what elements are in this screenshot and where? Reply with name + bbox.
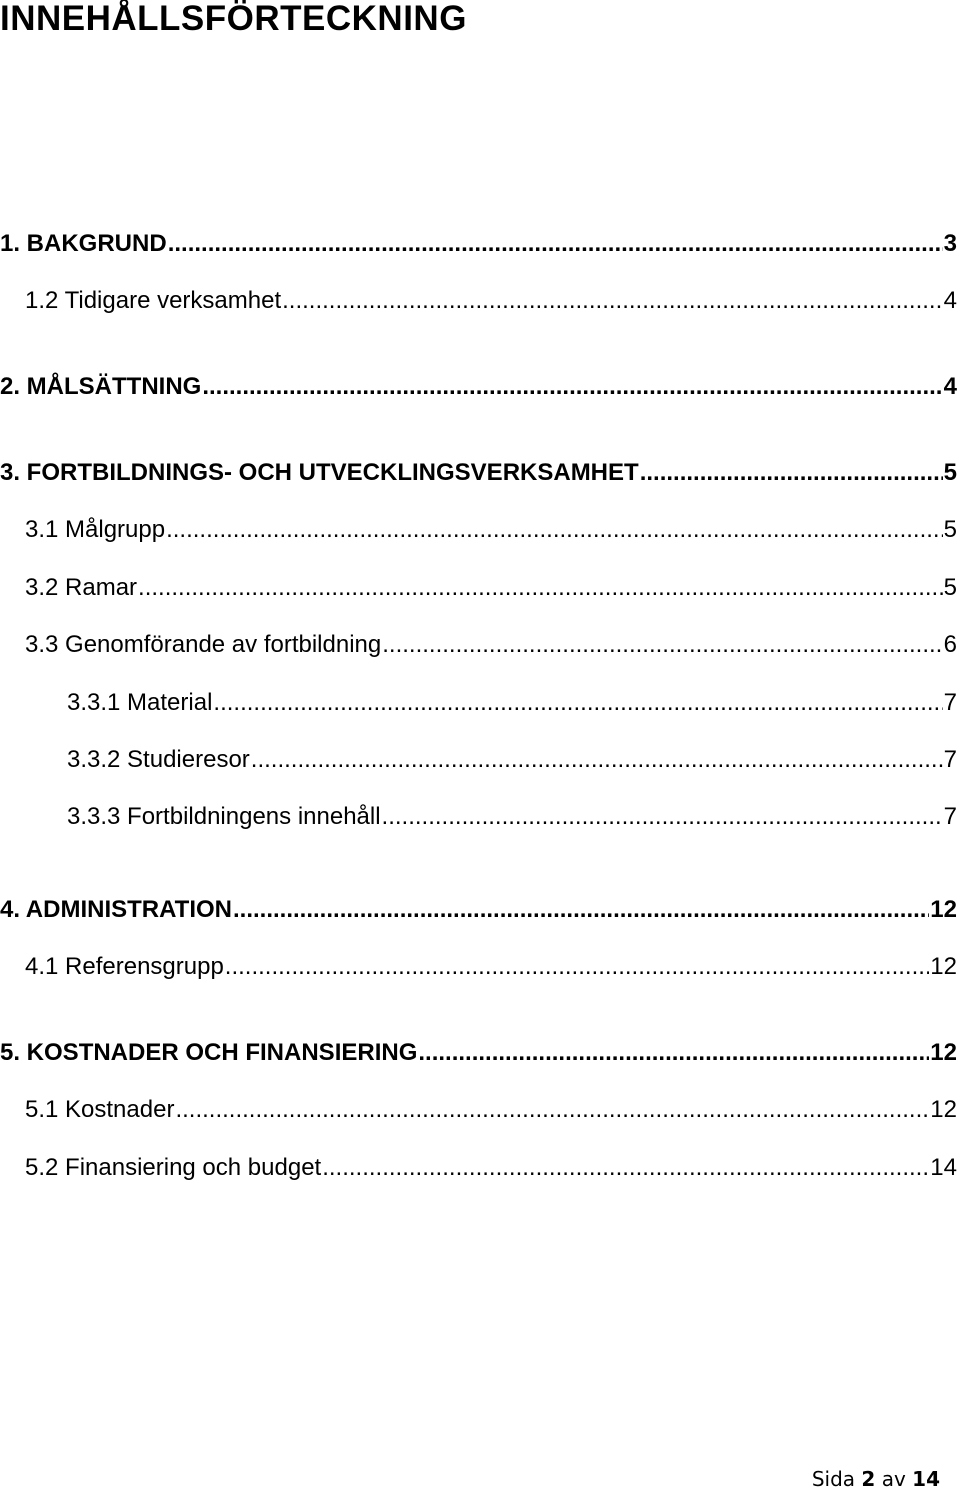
toc-entry-page: 5 <box>943 459 957 486</box>
toc-entry-label: 5. KOSTNADER OCH FINANSIERING <box>0 1039 418 1066</box>
toc-leader-dots <box>168 230 943 259</box>
toc-entry-page: 12 <box>930 953 957 980</box>
toc-entry[interactable] <box>25 516 957 545</box>
toc-entry-label: 5.1 Kostnader <box>25 1096 175 1123</box>
page-footer <box>812 1466 940 1492</box>
toc-leader-dots <box>233 896 929 925</box>
toc-entry-label: 3.3.2 Studieresor <box>67 746 250 773</box>
toc-entry[interactable] <box>67 803 957 832</box>
toc-entry-label: 5.2 Finansiering och budget <box>25 1154 322 1181</box>
toc-leader-dots <box>138 574 943 603</box>
toc-entry-page: 6 <box>943 631 957 658</box>
toc-entry-label: 3.2 Ramar <box>25 574 138 601</box>
toc-leader-dots <box>382 803 943 832</box>
toc-entry-page: 4 <box>943 373 957 400</box>
toc-leader-dots <box>202 373 942 402</box>
footer-of-word: av <box>881 1467 906 1491</box>
toc-entry[interactable] <box>0 373 957 402</box>
toc-leader-dots <box>640 459 943 488</box>
toc-leader-dots <box>382 631 942 660</box>
toc-entry-label: 3. FORTBILDNINGS- OCH UTVECKLINGSVERKSAMHET <box>0 459 639 486</box>
toc-entry-page: 5 <box>943 516 957 543</box>
toc-leader-dots <box>225 953 930 982</box>
toc-entry-label: 2. MÅLSÄTTNING <box>0 373 202 400</box>
toc-entry[interactable] <box>0 230 957 259</box>
toc-entry[interactable] <box>25 953 957 982</box>
toc-leader-dots <box>213 689 942 718</box>
page-title: INNEHÅLLSFÖRTECKNING <box>0 0 467 38</box>
toc-entry-page: 12 <box>930 896 957 923</box>
toc-entry-page: 7 <box>943 746 957 773</box>
toc-entry-page: 7 <box>943 689 957 716</box>
toc-entry-label: 1.2 Tidigare verksamhet <box>25 287 282 314</box>
footer-prefix: Sida <box>811 1467 856 1491</box>
toc-entry-page: 4 <box>943 287 957 314</box>
toc-leader-dots <box>175 1096 929 1125</box>
toc-entry[interactable] <box>0 1039 957 1068</box>
toc-entry-label: 3.1 Målgrupp <box>25 516 166 543</box>
toc-leader-dots <box>322 1154 929 1183</box>
toc-entry[interactable] <box>67 746 957 775</box>
toc-entry-label: 4.1 Referensgrupp <box>25 953 224 980</box>
toc-entry[interactable] <box>0 459 957 488</box>
toc-entry-page: 12 <box>930 1039 957 1066</box>
toc-entry-page: 12 <box>930 1096 957 1123</box>
toc-leader-dots <box>251 746 943 775</box>
toc-entry[interactable] <box>0 896 957 925</box>
toc-entry[interactable] <box>25 631 957 660</box>
toc-entry-label: 3.3.3 Fortbildningens innehåll <box>67 803 381 830</box>
toc-entry-page: 3 <box>943 230 957 257</box>
toc-leader-dots <box>282 287 943 316</box>
toc-entry[interactable] <box>25 287 957 316</box>
toc-leader-dots <box>418 1039 929 1068</box>
footer-current-page: 2 <box>861 1467 876 1491</box>
toc-entry-page: 7 <box>943 803 957 830</box>
toc-entry-label: 1. BAKGRUND <box>0 230 167 257</box>
toc-entry-label: 4. ADMINISTRATION <box>0 896 232 923</box>
toc-entry[interactable] <box>25 1096 957 1125</box>
toc-entry[interactable] <box>67 689 957 718</box>
footer-total-pages: 14 <box>912 1467 940 1491</box>
toc-entry-page: 5 <box>943 574 957 601</box>
toc-entry-label: 3.3 Genomförande av fortbildning <box>25 631 382 658</box>
toc-entry-page: 14 <box>930 1154 957 1181</box>
toc-entry[interactable] <box>25 1154 957 1183</box>
toc-entry[interactable] <box>25 574 957 603</box>
toc-leader-dots <box>166 516 943 545</box>
toc-entry-label: 3.3.1 Material <box>67 689 213 716</box>
